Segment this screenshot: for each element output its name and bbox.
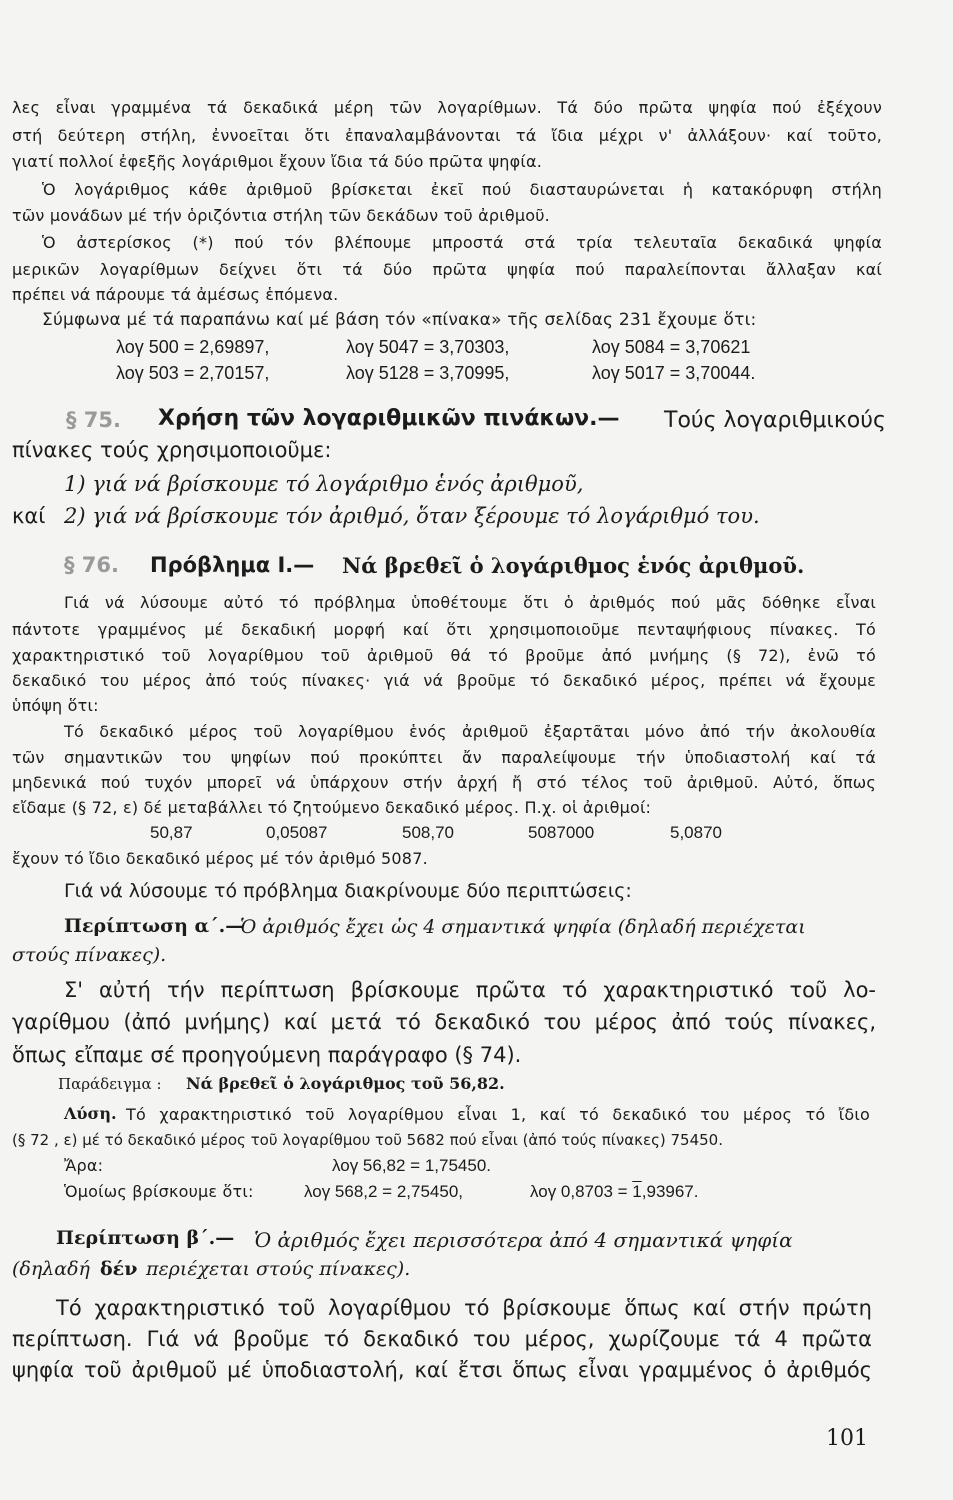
text-line: Γιά νά λύσουμε αὐτό τό πρόβλημα ὑποθέτουμε ὅτι ὁ ἀριθμός πού μᾶς δόθηκε εἶναι <box>64 593 876 612</box>
section-subtitle: Νά βρεθεῖ ὁ λογάριθμος ἑνός ἀριθμοῦ. <box>342 553 805 578</box>
text-line: περίπτωση. Γιά νά βροῦμε τό δεκαδικό του μέρος, χωρίζουμε τά 4 πρῶτα <box>12 1327 872 1351</box>
log-result: λογ 56,82 = 1,75450. <box>332 1156 492 1175</box>
text-line: Τό χαρακτηριστικό τοῦ λογαρίθμου τό βρίσκουμε ὅπως καί στήν πρώτη <box>56 1296 872 1320</box>
case-text-bold: δέν <box>100 1258 138 1280</box>
section-number: § 76. <box>64 553 120 577</box>
text-line: εἴδαμε (§ 72, ε) δέ μεταβάλλει τό ζητούμενο δεκαδικό μέρος. Π.χ. οἱ ἀριθμοί: <box>12 798 652 817</box>
number-example: 0,05087 <box>266 823 328 842</box>
text-line: Ἄρα: <box>64 1156 104 1175</box>
text-line: Ὁ λογάριθμος κάθε ἀριθμοῦ βρίσκεται ἐκεῖ πού διασταυρώνεται ἡ κατακόρυφη στήλη <box>42 180 882 199</box>
case-label: Περίπτωση α΄.— <box>64 915 245 937</box>
section-title: Χρήση τῶν λογαριθμικῶν πινάκων.— <box>158 406 620 431</box>
text-line: ὅπως εἴπαμε σέ προηγούμενη παράγραφο (§ 74). <box>12 1043 522 1067</box>
text-line: γιατί πολλοί ἐφεξῆς λογάριθμοι ἔχουν ἴδια τά δύο πρῶτα ψηφία. <box>12 152 543 171</box>
text-line: ἔχουν τό ἴδιο δεκαδικό μέρος μέ τόν ἀριθμό 5087. <box>12 849 428 868</box>
negative-characteristic: 1 <box>632 1182 642 1201</box>
text-line: πάντοτε γραμμένος μέ δεκαδική μορφή καί ὅτι χρησιμοποιοῦμε πενταψήφιους πίνακες. Τό <box>12 620 876 639</box>
text-line: χαρακτηριστικό τοῦ λογαρίθμου τοῦ ἀριθμοῦ θά τό βροῦμε ἀπό μνήμης (§ 72), ἐνῶ τό <box>12 646 876 665</box>
text-line: ψηφία τοῦ ἀριθμοῦ μέ ὑποδιαστολή, καί ἔτσι ὅπως εἶναι γραμμένος ὁ ἀριθμός <box>12 1358 872 1382</box>
text-line: τῶν μονάδων μέ τήν ὁριζόντια στήλη τῶν δεκάδων τοῦ ἀριθμοῦ. <box>12 206 550 225</box>
text-line: Τό δεκαδικό μέρος τοῦ λογαρίθμου ἑνός ἀριθμοῦ ἐξαρτᾶται μόνο ἀπό τήν ἀκολουθία <box>64 722 876 741</box>
case-text: Ὁ ἀριθμός ἔχει περισσότερα ἀπό 4 σημαντικά ψηφία <box>254 1228 793 1252</box>
example-label: Παράδειγμα : <box>58 1075 162 1093</box>
example-title: Νά βρεθεῖ ὁ λογάριθμος τοῦ 56,82. <box>186 1074 505 1093</box>
text-line: Ὁ ἀστερίσκος (*) πού τόν βλέπουμε μπροστά στά τρία τελευταῖα δεκαδικά ψηφία <box>42 233 882 252</box>
case-text: (δηλαδή <box>12 1258 90 1280</box>
page-number: 101 <box>826 1426 868 1451</box>
log-example: λογ 5047 = 3,70303, <box>346 337 510 357</box>
number-example: 5087000 <box>528 823 595 842</box>
section-number: § 75. <box>66 408 122 432</box>
text-line: ὑπόψη ὅτι: <box>12 696 99 715</box>
text-line: τῶν σημαντικῶν του ψηφίων πού προκύπτει ἄν παραλείψουμε τήν ὑποδιαστολή καί τά <box>12 748 876 767</box>
text-line: δεκαδικό του μέρος ἀπό τούς πίνακες· γιά νά βροῦμε τό δεκαδικό μέρος, πρέπει νά ἔχουμε <box>12 671 876 690</box>
list-item: 2) γιά νά βρίσκουμε τόν ἀριθμό, ὅταν ξέρουμε τό λογάριθμό του. <box>64 504 760 528</box>
log-result-rest: ,93967. <box>641 1182 699 1201</box>
list-item: 1) γιά νά βρίσκουμε τό λογάριθμο ἑνός ἀριθμοῦ, <box>64 472 584 496</box>
text-line: γαρίθμου (ἀπό μνήμης) καί μετά τό δεκαδικό του μέρος ἀπό τούς πίνακες, <box>12 1010 876 1034</box>
solution-label: Λύση. <box>64 1104 117 1123</box>
section-title: Πρόβλημα Ι.— <box>150 553 315 577</box>
text-line: Τό χαρακτηριστικό τοῦ λογαρίθμου εἶναι 1, καί τό δεκαδικό του μέρος τό ἴδιο <box>126 1105 870 1124</box>
text-line: πρέπει νά πάρουμε τά ἀμέσως ἑπόμενα. <box>12 285 339 304</box>
log-result: λογ 568,2 = 2,75450, <box>304 1182 464 1201</box>
log-example: λογ 5017 = 3,70044. <box>592 363 756 383</box>
text-line: μερικῶν λογαρίθμων δείχνει ὅτι τά δύο πρῶτα ψηφία πού παραλείπονται ἄλλαξαν καί <box>12 260 882 279</box>
log-example: λογ 500 = 2,69897, <box>116 337 270 357</box>
text-line: Σ' αὐτή τήν περίπτωση βρίσκουμε πρῶτα τό χαρακτηριστικό τοῦ λο- <box>64 978 876 1002</box>
log-example: λογ 5128 = 3,70995, <box>346 363 510 383</box>
text-line: Σύμφωνα μέ τά παραπάνω καί μέ βάση τόν «πίνακα» τῆς σελίδας 231 ἔχουμε ὅτι: <box>42 310 757 330</box>
text-line: πίνακες τούς χρησιμοποιοῦμε: <box>12 438 332 462</box>
text-line: στή δεύτερη στήλη, ἐννοεῖται ὅτι ἐπαναλαμβάνονται τά ἴδια μέχρι ν' ἀλλάξουν· καί τοῦτο, <box>12 126 882 145</box>
number-example: 508,70 <box>402 823 454 842</box>
text-line: (§ 72 , ε) μέ τό δεκαδικό μέρος τοῦ λογαρίθμου τοῦ 5682 πού εἶναι (ἀπό τούς πίνακες) 75450. <box>12 1131 723 1149</box>
text-line: Γιά νά λύσουμε τό πρόβλημα διακρίνουμε δύο περιπτώσεις: <box>64 880 632 902</box>
case-label: Περίπτωση β΄.— <box>56 1227 235 1249</box>
text-line: μηδενικά πού τυχόν μπορεῖ νά ὑπάρχουν στήν ἀρχή ἤ στό τέλος τοῦ ἀριθμοῦ. Αὐτό, ὅπως <box>12 773 876 792</box>
log-example: λογ 503 = 2,70157, <box>116 363 270 383</box>
number-example: 50,87 <box>150 823 193 842</box>
log-result-prefix: λογ 0,8703 = <box>530 1182 633 1201</box>
case-text: περιέχεται στούς πίνακες). <box>146 1258 411 1280</box>
case-text: στούς πίνακες). <box>12 944 167 966</box>
text-line: Τούς λογαριθμικούς <box>664 408 886 433</box>
number-example: 5,0870 <box>670 823 722 842</box>
case-text: Ὁ ἀριθμός ἔχει ὡς 4 σημαντικά ψηφία (δηλαδή περιέχεται <box>240 916 806 938</box>
log-example: λογ 5084 = 3,70621 <box>592 337 751 357</box>
log-result <box>530 1182 699 1202</box>
text-line: καί <box>12 504 46 528</box>
text-line: Ὁμοίως βρίσκουμε ὅτι: <box>64 1182 254 1201</box>
text-line: λες εἶναι γραμμένα τά δεκαδικά μέρη τῶν λογαρίθμων. Τά δύο πρῶτα ψηφία πού ἐξέχουν <box>12 98 882 117</box>
